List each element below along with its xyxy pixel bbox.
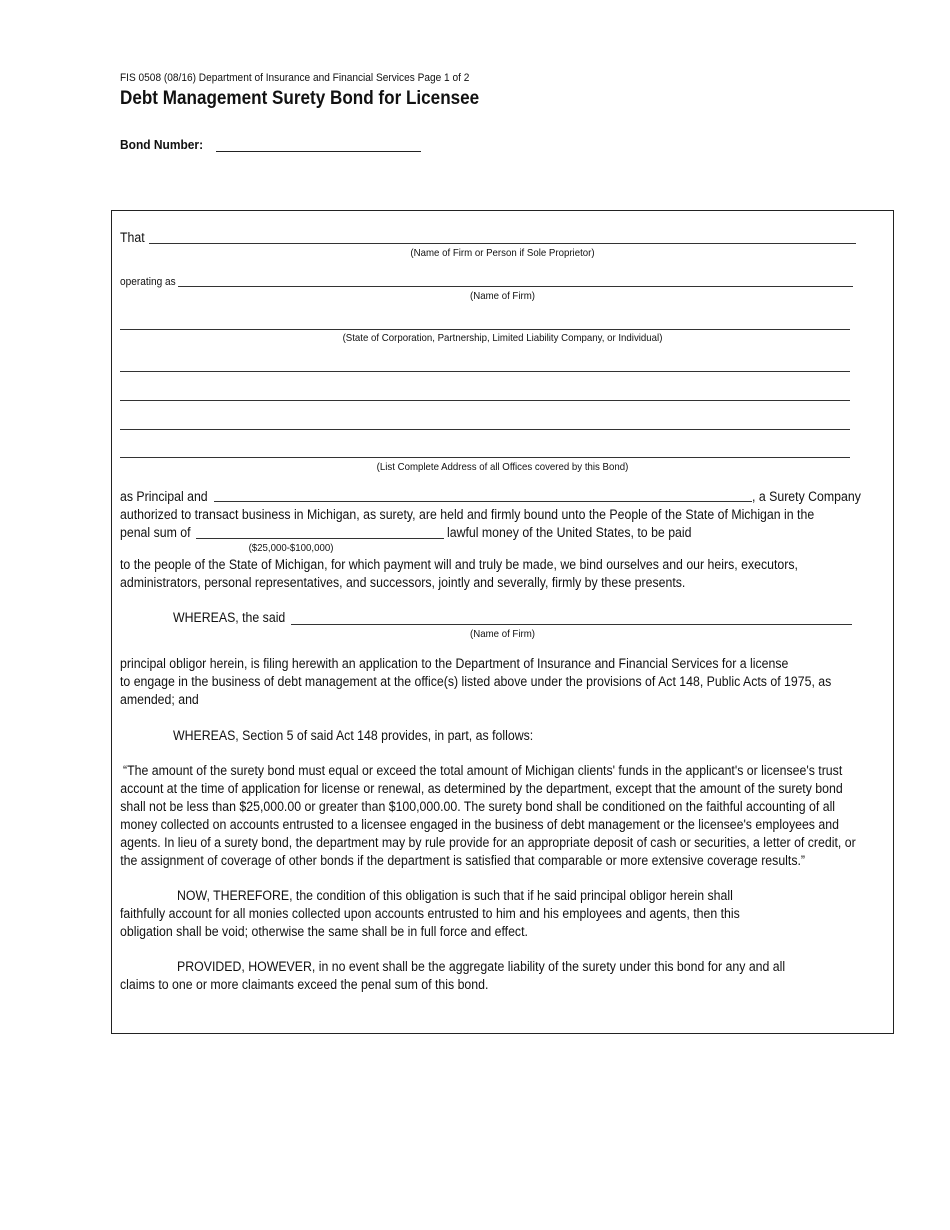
address-field-1[interactable] <box>120 371 850 372</box>
address-field-3[interactable] <box>120 429 850 430</box>
whereas-firm-caption: (Name of Firm) <box>470 628 535 640</box>
whereas-said-label: WHEREAS, the said <box>173 610 286 625</box>
bond-number-field[interactable] <box>216 151 421 152</box>
authorized-line: authorized to transact business in Michigan, as surety, are held and firmly bound unto the People of the State of Michigan in the <box>120 507 815 522</box>
obligor-line-3: amended; and <box>120 692 199 707</box>
that-label: That <box>120 230 145 245</box>
quote-paragraph <box>120 762 887 870</box>
obligor-line-2: to engage in the business of debt management at the office(s) listed above under the provisions of Act 148, Public Acts of 1975, as <box>120 674 832 689</box>
address-field-4[interactable] <box>120 457 850 458</box>
whereas-firm-field[interactable] <box>291 624 852 625</box>
principal-suffix: , a Surety Company <box>752 489 861 504</box>
state-caption: (State of Corporation, Partnership, Limited Liability Company, or Individual) <box>342 332 663 344</box>
provided-line-1: PROVIDED, HOWEVER, in no event shall be the aggregate liability of the surety under this bond for any and all <box>177 959 786 974</box>
address-field-2[interactable] <box>120 400 850 401</box>
principal-prefix: as Principal and <box>120 489 208 504</box>
address-caption: (List Complete Address of all Offices covered by this Bond) <box>376 461 629 473</box>
now-line-1: NOW, THEREFORE, the condition of this obligation is such that if he said principal obligor herein shall <box>177 888 733 903</box>
quote-line-5: agents. In lieu of a surety bond, the department may by rule provide for an appropriate deposit of cash or securities, a letter of credit, or <box>120 835 856 850</box>
people-paragraph <box>120 556 884 592</box>
firm-person-caption: (Name of Firm or Person if Sole Proprietor) <box>410 247 595 259</box>
penal-prefix: penal sum of <box>120 525 191 540</box>
people-line-1: to the people of the State of Michigan, for which payment will and truly be made, we bind ourselves and our heirs, executors, <box>120 557 798 572</box>
penal-range-caption: ($25,000-$100,000) <box>248 542 334 554</box>
now-line-3: obligation shall be void; otherwise the same shall be in full force and effect. <box>120 924 528 939</box>
bond-number-label: Bond Number: <box>120 137 204 152</box>
penal-sum-field[interactable] <box>196 538 444 539</box>
operating-as-field[interactable] <box>178 286 853 287</box>
operating-as-label: operating as <box>120 276 176 288</box>
provided-paragraph <box>120 958 884 994</box>
quote-line-3: shall not be less than $25,000.00 or greater than $100,000.00. The surety bond shall be conditioned on the faithful accounting of all <box>120 799 836 814</box>
firm-caption: (Name of Firm) <box>470 290 535 302</box>
page-title: Debt Management Surety Bond for Licensee <box>120 88 480 109</box>
quote-line-1: “The amount of the surety bond must equal or exceed the total amount of Michigan clients' funds in the applicant's or licensee's trust <box>123 763 843 778</box>
state-field[interactable] <box>120 329 850 330</box>
whereas-section: WHEREAS, Section 5 of said Act 148 provides, in part, as follows: <box>173 728 534 743</box>
provided-line-2: claims to one or more claimants exceed the penal sum of this bond. <box>120 977 489 992</box>
firm-person-field[interactable] <box>149 243 856 244</box>
surety-company-field[interactable] <box>214 501 752 502</box>
now-line-2: faithfully account for all monies collected upon accounts entrusted to him and his employees and agents, then this <box>120 906 740 921</box>
quote-line-2: account at the time of application for license or renewal, as determined by the department, except that the amount of the surety bond <box>120 781 843 796</box>
form-info: FIS 0508 (08/16) Department of Insurance and Financial Services Page 1 of 2 <box>120 72 470 84</box>
obligor-paragraph <box>120 655 884 709</box>
obligor-line-1: principal obligor herein, is filing herewith an application to the Department of Insurance and Financial Services for a license <box>120 656 789 671</box>
people-line-2: administrators, personal representatives, and successors, jointly and severally, firmly by these presents. <box>120 575 686 590</box>
penal-suffix: lawful money of the United States, to be paid <box>447 525 692 540</box>
now-therefore-paragraph <box>120 887 884 941</box>
quote-line-6: the assignment of coverage of other bonds if the department is satisfied that comparable or more extensive coverage results.” <box>120 853 806 868</box>
quote-line-4: money collected on accounts entrusted to a licensee engaged in the business of debt management or the licensee's employees and <box>120 817 839 832</box>
